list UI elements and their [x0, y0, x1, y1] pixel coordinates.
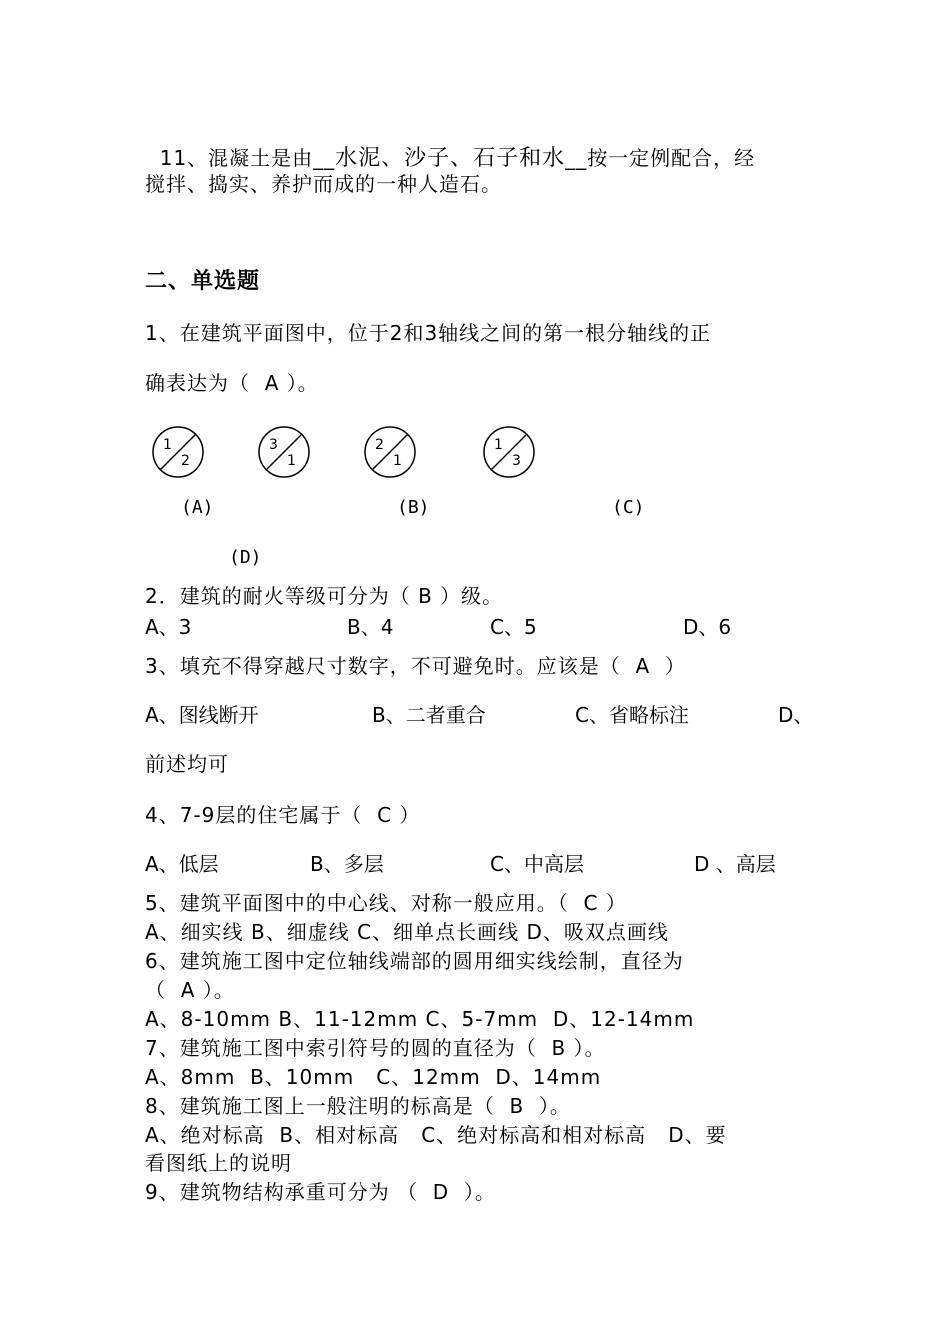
axis-symbol-d-top: 1: [494, 437, 503, 453]
q11-suffix: 按一定例配合，经: [587, 146, 756, 170]
q1-line2: 确表达为（ A ）。: [145, 371, 319, 395]
q6-options: A、8-10mm B、11-12mm C、5-7mm D、12-14mm: [145, 1007, 695, 1031]
q11-blank-lead: __: [313, 146, 336, 170]
q2-option-b: B、4: [347, 615, 394, 639]
axis-symbol-b: [256, 424, 312, 480]
q11-prefix: 11、混凝土是由: [159, 146, 314, 170]
section-title: 二、单选题: [145, 269, 261, 294]
q5-options: A、细实线 B、细虚线 C、细单点长画线 D、吸双点画线: [145, 920, 669, 944]
q2-option-c: C、5: [490, 615, 537, 639]
q3-line3: 前述均可: [145, 752, 229, 776]
q4-text: 4、7-9层的住宅属于（ C ）: [145, 803, 421, 827]
q11-line1: [145, 122, 755, 171]
q3-text: 3、填充不得穿越尺寸数字，不可避免时。应该是（ A ）: [145, 654, 686, 678]
axis-symbol-b-bottom: 1: [287, 453, 296, 469]
q8-line3: 看图纸上的说明: [145, 1151, 292, 1175]
q3-option-d: D、: [778, 703, 814, 727]
q8-text: 8、建筑施工图上一般注明的标高是（ B ）。: [145, 1094, 571, 1118]
q1-label-d: (D): [229, 547, 262, 568]
q1-line1: 1、在建筑平面图中，位于2和3轴线之间的第一根分轴线的正: [145, 321, 712, 345]
axis-symbol-b-top: 3: [269, 437, 278, 453]
axis-symbol-c-bottom: 1: [393, 453, 402, 469]
q6-line2: （ A ）。: [145, 978, 235, 1002]
q4-option-d: D 、高层: [694, 852, 776, 876]
axis-symbol-a: [150, 424, 206, 480]
axis-symbol-c-top: 2: [375, 437, 384, 453]
q6-line1: 6、建筑施工图中定位轴线端部的圆用细实线绘制，直径为: [145, 949, 684, 973]
q4-option-b: B、多层: [310, 852, 384, 876]
q3-option-b: B、二者重合: [372, 703, 486, 727]
q5-text: 5、建筑平面图中的中心线、对称一般应用。（ C ）: [145, 891, 627, 915]
q8-options: A、绝对标高 B、相对标高 C、绝对标高和相对标高 D、要: [145, 1123, 727, 1147]
axis-symbol-c: [362, 424, 418, 480]
q1-label-b: (B): [397, 497, 430, 518]
axis-symbol-a-top: 1: [163, 437, 172, 453]
q3-option-c: C、省略标注: [575, 703, 689, 727]
q11-answer: 水泥、沙子、石子和水: [335, 146, 566, 171]
axis-symbol-d: [481, 424, 537, 480]
q1-label-c: (C): [612, 497, 645, 518]
q9-text: 9、建筑物结构承重可分为 （ D ）。: [145, 1180, 496, 1204]
q11-blank-tail: __: [565, 146, 588, 170]
q7-text: 7、建筑施工图中索引符号的圆的直径为（ B ）。: [145, 1036, 606, 1060]
q3-option-a: A、图线断开: [145, 703, 259, 727]
q2-text: 2．建筑的耐火等级可分为（ B ）级。: [145, 584, 504, 608]
q7-options: A、8mm B、10mm C、12mm D、14mm: [145, 1065, 602, 1089]
q2-option-a: A、3: [145, 615, 192, 639]
q4-option-a: A、低层: [145, 852, 219, 876]
q4-option-c: C、中高层: [490, 852, 584, 876]
axis-symbol-d-bottom: 3: [512, 453, 521, 469]
axis-symbol-a-bottom: 2: [181, 453, 190, 469]
q11-line2: 搅拌、捣实、养护而成的一种人造石。: [145, 172, 502, 196]
q1-label-a: (A): [181, 497, 214, 518]
q2-option-d: D、6: [683, 615, 732, 639]
